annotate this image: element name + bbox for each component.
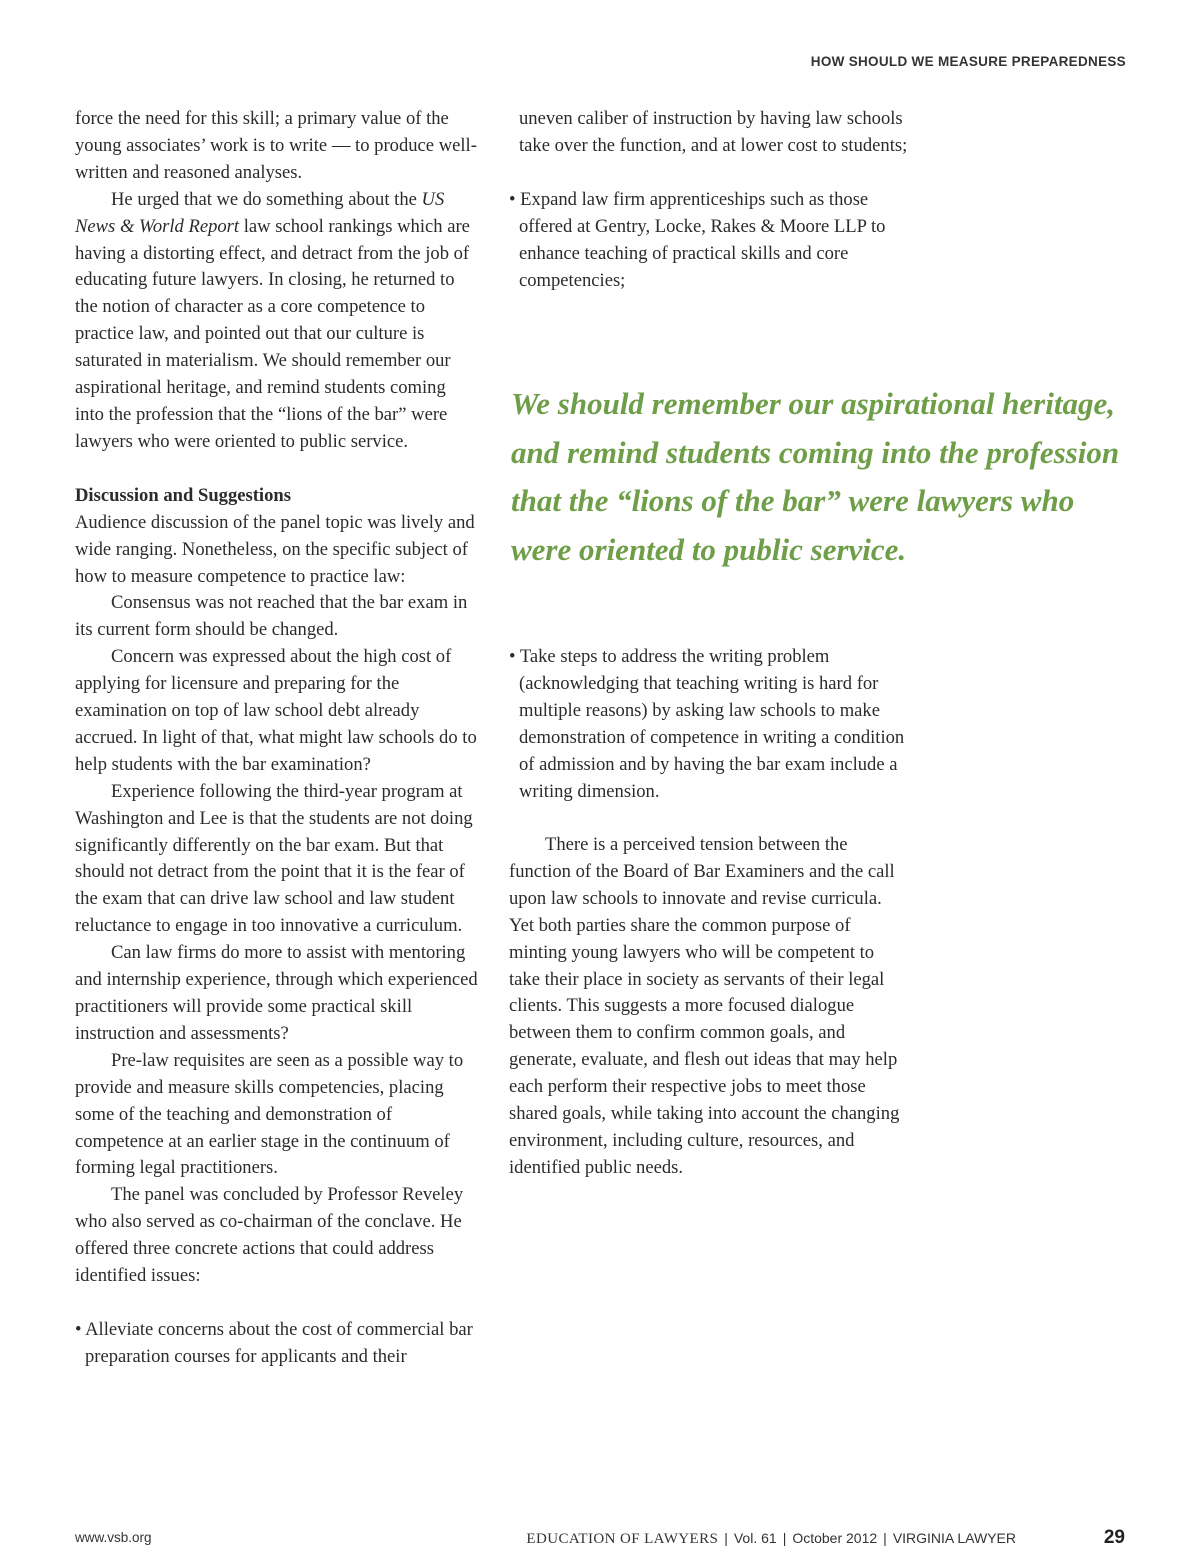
- paragraph: Pre-law requisites are seen as a possible way to provide and measure skills competencies, placing some of the teaching and demonstration of competence at an earlier stage in the continuum of forming legal practitioners.: [75, 1049, 464, 1179]
- bullet-continuation: uneven caliber of instruction by having law schools take over the function, and at lower cost to students;: [519, 108, 908, 156]
- paragraph: Can law firms do more to assist with mentoring and internship experience, through which experienced practitioners will provide some practical skill instruction and assessments?: [75, 942, 478, 1044]
- paragraph: Consensus was not reached that the bar exam in its current form should be changed.: [75, 592, 468, 641]
- bullet-item: • Expand law firm apprenticeships such as those offered at Gentry, Locke, Rakes & Moore LLP to enhance teaching of practical skills and core competencies;: [509, 188, 886, 291]
- footer-section: EDUCATION OF LAWYERS: [526, 1531, 719, 1547]
- right-column-mid: [509, 644, 909, 805]
- bullet-item: • Take steps to address the writing problem (acknowledging that teaching writing is hard for multiple reasons) by asking law schools to make demonstration of competence in writing a condition of admission and by having the bar exam include a writing dimension.: [509, 646, 905, 802]
- page-number: 29: [1103, 1527, 1125, 1548]
- paragraph: The panel was concluded by Professor Reveley who also served as co-chairman of the conclave. He offered three concrete actions that could address identified issues:: [75, 1184, 464, 1287]
- right-column-bottom: [509, 832, 909, 1182]
- running-head: HOW SHOULD WE MEASURE PREPAREDNESS: [810, 54, 1126, 69]
- paragraph-rankings: [75, 187, 478, 456]
- footer-url: www.vsb.org: [75, 1530, 152, 1545]
- footer-volume: Vol. 61: [733, 1530, 777, 1546]
- footer-publication: VIRGINIA LAWYER: [892, 1530, 1016, 1546]
- footer-date: October 2012: [792, 1530, 878, 1546]
- section-heading: Discussion and Suggestions: [75, 484, 291, 506]
- paragraph: Audience discussion of the panel topic was lively and wide ranging. Nonetheless, on the specific subject of how to measure competence to practice law:: [75, 511, 475, 587]
- footer-publication-line: EDUCATION OF LAWYERS | Vol. 61 | October 2012 | VIRGINIA LAWYER: [526, 1530, 1016, 1547]
- closing-paragraph: There is a perceived tension between the function of the Board of Bar Examiners and the call upon law schools to innovate and revise curricula. Yet both parties share the common purpose of minting young lawyers who will be competent to take their place in society as servants of their legal clients. This suggests a more focused dialogue between them to confirm common goals, and generate, evaluate, and flesh out ideas that may help each perform their respective jobs to meet those shared goals, while taking into account the changing environment, including culture, resources, and identified public needs.: [509, 834, 900, 1178]
- paragraph: Concern was expressed about the high cost of applying for licensure and preparing for the examination on top of law school debt already accrued. In light of that, what might law schools do to help students with the bar examination?: [75, 646, 477, 775]
- paragraph: Experience following the third-year program at Washington and Lee is that the students are not doing significantly differently on the bar exam. But that should not detract from the point that it is the fear of the exam that can drive law school and law student reluctance to engage in too innovative a curriculum.: [75, 780, 473, 937]
- bullet-item: • Alleviate concerns about the cost of commercial bar preparation courses for applicants and their: [75, 1318, 473, 1367]
- pull-quote: We should remember our aspirational heritage, and remind students coming into the profession that the “lions of the bar” were lawyers who were oriented to public service.: [511, 386, 1120, 567]
- paragraph: force the need for this skill; a primary value of the young associates’ work is to write — to produce well-written and reasoned analyses.: [75, 108, 477, 183]
- paragraph-text: He urged that we do something about the: [111, 188, 422, 210]
- publication-title: US News & World Report: [75, 188, 445, 237]
- paragraph-text: law school rankings which are having a distorting effect, and detract from the job of educating future lawyers. In closing, he returned to the notion of character as a core competence to practice law, and pointed out that our culture is saturated in materialism. We should remember our aspirational heritage, and remind students coming into the profession that the “lions of the bar” were lawyers who were oriented to public service.: [75, 215, 470, 452]
- right-column-top: [509, 106, 909, 294]
- left-column: [75, 106, 478, 1371]
